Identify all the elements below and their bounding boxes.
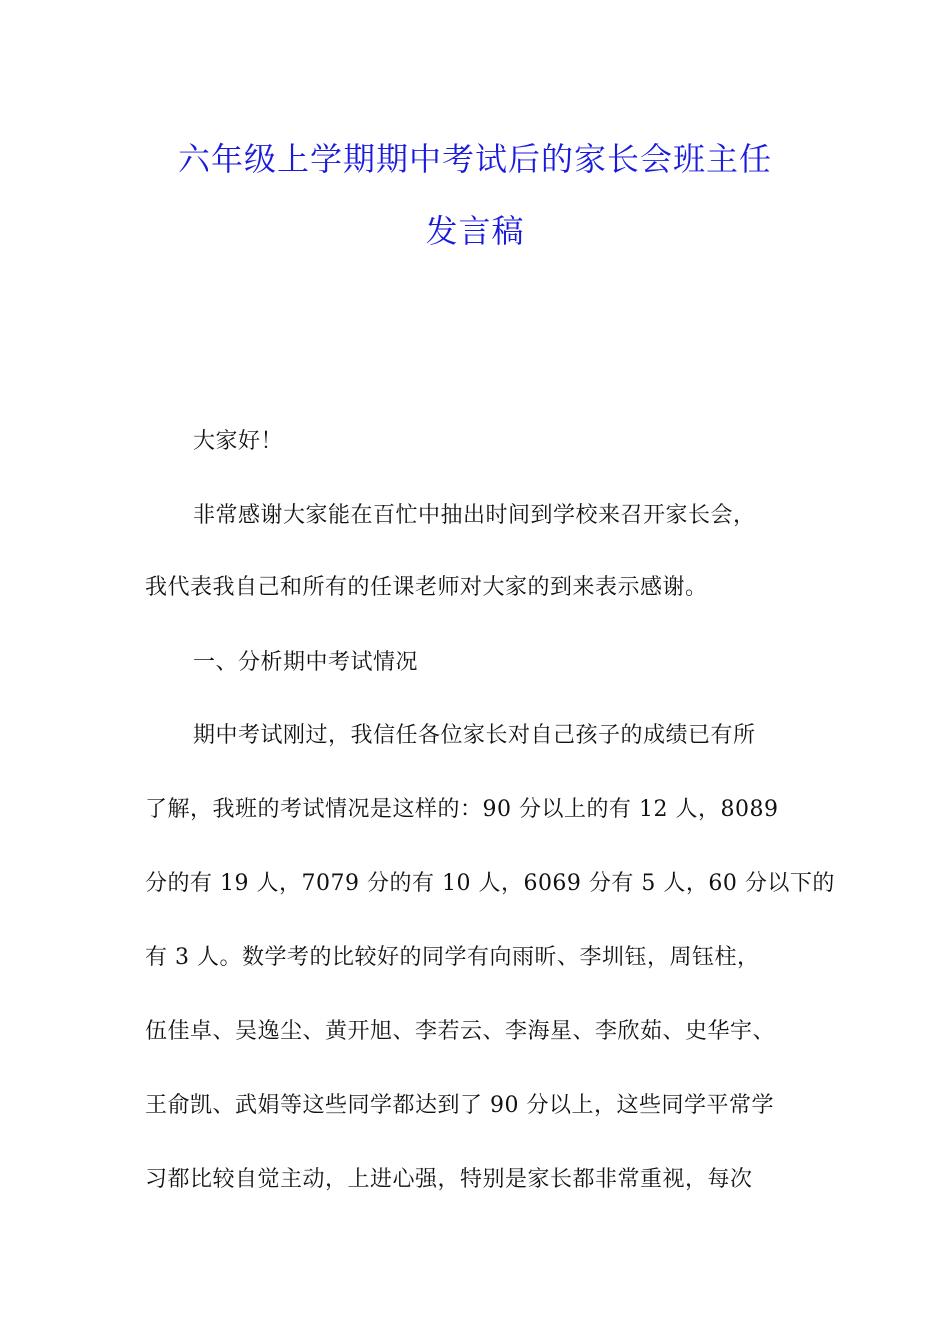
section-heading: 一、分析期中考试情况 <box>193 650 419 675</box>
paragraph-line: 王俞凯、武娟等这些同学都达到了 90 分以上，这些同学平常学 <box>145 1093 774 1118</box>
paragraph-line: 伍佳卓、吴逸尘、黄开旭、李若云、李海星、李欣茹、史华宇、 <box>145 1019 776 1044</box>
document-title-line-1: 六年级上学期期中考试后的家长会班主任 <box>177 140 772 178</box>
paragraph-line: 非常感谢大家能在百忙中抽出时间到学校来召开家长会， <box>193 503 756 528</box>
greeting-line: 大家好！ <box>193 429 284 454</box>
paragraph-line: 期中考试刚过，我信任各位家长对自己孩子的成绩已有所 <box>193 723 756 748</box>
paragraph-line: 习都比较自觉主动，上进心强，特别是家长都非常重视，每次 <box>145 1167 753 1192</box>
paragraph-line: 我代表我自己和所有的任课老师对大家的到来表示感谢。 <box>145 575 708 600</box>
paragraph-line: 有 3 人。数学考的比较好的同学有向雨昕、李圳钰，周钰柱， <box>145 945 760 970</box>
document-title-line-2: 发言稿 <box>425 212 525 250</box>
paragraph-line: 了解，我班的考试情况是这样的：90 分以上的有 12 人，8089 <box>145 797 779 822</box>
paragraph-line: 分的有 19 人，7079 分的有 10 人，6069 分有 5 人，60 分以下的 <box>145 871 835 896</box>
